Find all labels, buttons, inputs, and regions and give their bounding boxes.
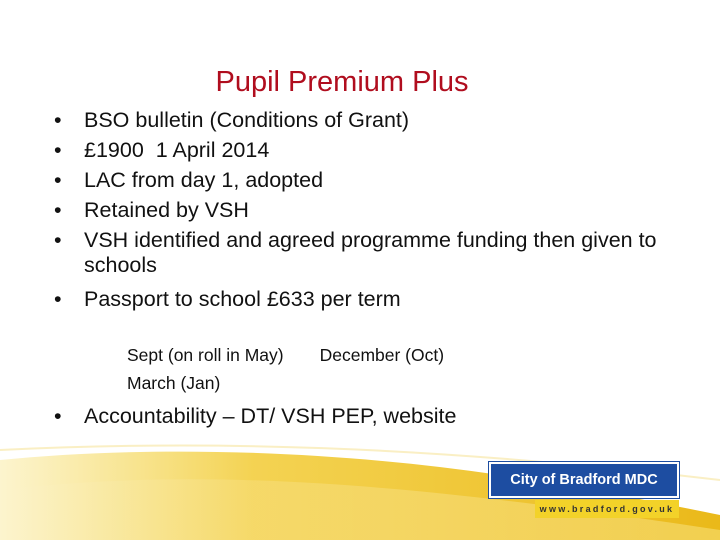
bullet-text: £1900 1 April 2014 xyxy=(84,138,270,162)
bullet-dot: • xyxy=(54,404,62,428)
term-december: December (Oct) xyxy=(319,345,445,365)
term-sept: Sept (on roll in May) xyxy=(127,345,284,365)
bullet-item xyxy=(54,198,674,223)
bullet-item xyxy=(54,108,674,133)
bullet-item xyxy=(54,228,674,278)
bullet-text: VSH identified and agreed programme funding then given to schools xyxy=(84,228,657,277)
slide-title: Pupil Premium Plus xyxy=(215,66,469,98)
bullet-item xyxy=(54,287,674,312)
bullet-dot: • xyxy=(54,228,62,252)
bullet-text: Retained by VSH xyxy=(84,198,249,222)
bradford-logo xyxy=(489,462,679,520)
term-dates-row-2 xyxy=(127,372,220,395)
bullet-dot: • xyxy=(54,286,62,311)
bullet-list xyxy=(54,108,674,320)
term-march: March (Jan) xyxy=(127,373,221,393)
bullet-item xyxy=(54,168,674,193)
bullet-text: Accountability – DT/ VSH PEP, website xyxy=(84,404,457,428)
bullet-dot: • xyxy=(54,108,62,132)
bullet-text: Passport to school £633 per term xyxy=(84,286,401,311)
bullet-dot: • xyxy=(54,198,62,222)
term-dates-row-1 xyxy=(127,344,444,367)
bullet-dot: • xyxy=(54,138,62,162)
bullet-text: BSO bulletin (Conditions of Grant) xyxy=(84,108,410,132)
logo-name: City of Bradford MDC xyxy=(489,462,679,498)
bullet-text: LAC from day 1, adopted xyxy=(84,168,324,192)
logo-url: www.bradford.gov.uk xyxy=(535,500,679,518)
bullet-dot: • xyxy=(54,168,62,192)
bullet-item-accountability xyxy=(54,404,456,429)
bullet-item xyxy=(54,138,674,163)
